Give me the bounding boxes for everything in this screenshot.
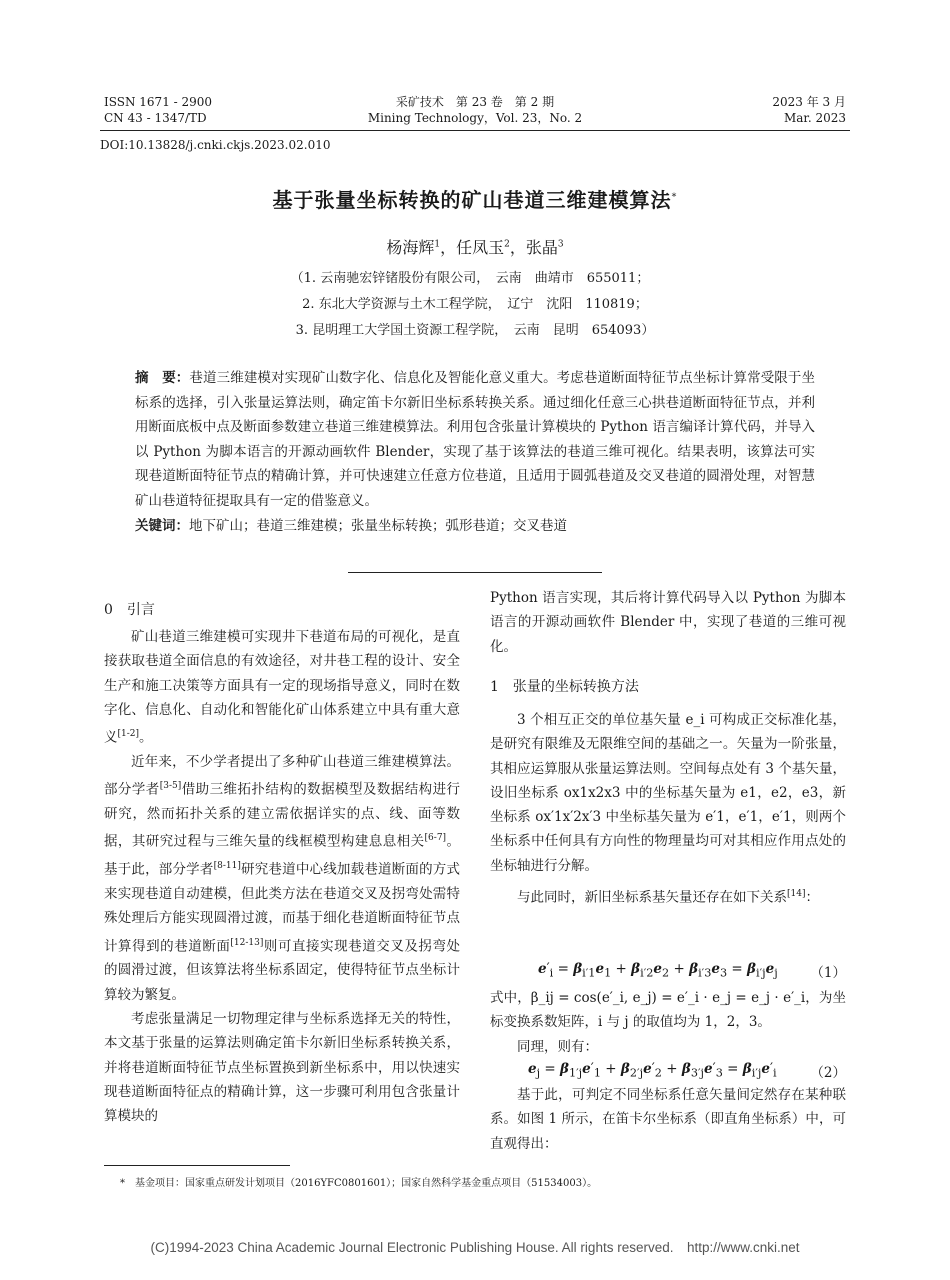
paragraph-text: 借助三维拓扑结构的数据模型及数据结构进行研究，然而拓扑关系的建立需依据详实的点、线、面等数据，其研究过程与三维矢量的线框模型构建息息相关 <box>104 781 461 850</box>
paragraph-text: ： <box>805 889 819 906</box>
header-rule <box>100 130 850 131</box>
right-column-body <box>490 708 846 910</box>
author-name: 张晶 <box>525 238 558 257</box>
right-column-mid <box>490 986 846 1059</box>
author-sup: 2 <box>504 239 510 250</box>
title-text: 基于张量坐标转换的矿山巷道三维建模算法 <box>272 188 672 212</box>
paragraph-text: 式中，β_ij = cos(e′_i, e_j) = e′_i · e_j = e_j · e′_i，为坐标变换系数矩阵，i 与 j 的取值均为 1，2，3。 <box>490 990 846 1031</box>
paragraph <box>104 750 460 1007</box>
paragraph <box>104 1007 460 1128</box>
citation: [3-5] <box>159 781 182 792</box>
paragraph <box>490 586 846 659</box>
paragraph-text: 同理，则有： <box>517 1038 598 1055</box>
affiliation-line: （1. 云南驰宏锌锗股份有限公司， 云南 曲靖市 655011； <box>290 271 650 286</box>
paragraph-text: 。 <box>139 729 153 746</box>
paragraph-text: 基于此，可判定不同坐标系任意矢量间定然存在某种联系。如图 1 所示，在笛卡尔坐标系（即直角坐标系）中，可直观得出： <box>490 1087 846 1152</box>
paragraph-text: 近年来，不少学者提出了多种矿山巷道三维建模算法。部分学者 <box>104 753 460 798</box>
header-date <box>772 94 846 126</box>
right-column-bottom <box>490 1083 846 1156</box>
abstract-divider <box>348 572 602 573</box>
author-sup: 3 <box>557 239 564 250</box>
header-left-line1: ISSN 1671 - 2900 <box>104 95 213 109</box>
paragraph <box>104 625 460 750</box>
paragraph-text: Python 语言实现，其后将计算代码导入以 Python 为脚本语言的开源动画软件 Blender 中，实现了巷道的三维可视化。 <box>490 590 846 655</box>
paragraph <box>490 708 846 878</box>
citation: [14] <box>787 889 806 900</box>
equation-1-body: $e'_i = \beta_{i'1}e_1 + \beta_{i'2}e_2 + \beta_{i'3}e_3 = \beta_{i'j}e_j$ <box>538 961 778 980</box>
paragraph-text: 考虑张量满足一切物理定律与坐标系选择无关的特性，本文基于张量的运算法则确定笛卡尔新旧坐标系转换关系，并将巷道断面特征节点坐标置换到新坐标系中，用以快速实现巷道断面特征点的精确计算，这一步骤可利用包含张量计算模块的 <box>104 1010 460 1125</box>
affiliations <box>0 266 950 344</box>
citation: [1-2] <box>117 729 140 740</box>
paragraph-text: 与此同时，新旧坐标系基矢量还存在如下关系 <box>517 889 787 906</box>
equation-2-body: $e_j = \beta_{1'j}e'_1 + \beta_{2'j}e'_2 + \beta_{3'j}e'_3 = \beta_{i'j}e'_i$ <box>528 1061 777 1080</box>
keywords <box>135 514 815 539</box>
paragraph <box>490 986 846 1035</box>
paragraph-text: 。基于此，部分学者 <box>104 833 460 878</box>
author-sup: 1 <box>434 239 441 250</box>
keywords-text: 地下矿山；巷道三维建模；张量坐标转换；弧形巷道；交叉巷道 <box>189 518 567 534</box>
footnote: * 基金项目：国家重点研发计划项目（2016YFC0801601）；国家自然科学基金重点项目（51534003）。 <box>120 1178 598 1189</box>
header-center-line2: Mining Technology，Vol. 23，No. 2 <box>367 111 583 125</box>
author-sep: ， <box>509 238 526 257</box>
header-left-line2: CN 43 - 1347/TD <box>104 111 207 125</box>
equation-2 <box>490 1061 846 1080</box>
paragraph-text: 3 个相互正交的单位基矢量 e_i 可构成正交标准化基，是研究有限维及无限维空间的基础之一。矢量为一阶张量，其相应运算服从张量运算法则。空间每点处有 3 个基矢量，设旧坐标系 ox1x2x3 中的坐标基矢量为 e1，e2，e3，新坐标系 ox′1x′2x′3 中坐标基矢量为 e′1，e′1，e′1，则两个坐标系中任何具有方向性的物理量均可对其相应作用点处的坐标轴进行分解。 <box>490 712 846 874</box>
paper-title <box>0 184 950 213</box>
paragraph-text: 则可直接实现巷道交叉及拐弯处的圆滑过渡，但该算法将坐标系固定，使得特征节点坐标计算较为繁复。 <box>104 938 461 1003</box>
author-sep: ， <box>440 238 457 257</box>
affiliation-line: 3. 昆明理工大学国土资源工程学院， 云南 昆明 654093） <box>295 323 655 338</box>
citation: [8-11] <box>213 861 241 872</box>
abstract-label: 摘 要： <box>135 370 190 386</box>
paragraph-text: 矿山巷道三维建模可实现井下巷道布局的可视化，是直接获取巷道全面信息的有效途径，对井巷工程的设计、安全生产和施工决策等方面具有一定的现场指导意义，同时在数字化、信息化、自动化和智能化矿山体系建立中具有重大意义 <box>104 629 460 746</box>
header-right-line1: 2023 年 3 月 <box>772 95 846 109</box>
citation: [12-13] <box>230 937 264 948</box>
left-column <box>104 625 460 1128</box>
paragraph-text: 研究巷道中心线加载巷道断面的方式来实现巷道自动建模，但此类方法在巷道交叉及拐弯处需特殊处理后方能实现圆滑过渡，而基于细化巷道断面特征节点计算得到的巷道断面 <box>104 861 461 955</box>
paragraph <box>490 1083 846 1156</box>
keywords-label: 关键词： <box>135 518 189 534</box>
equation-1-number: （1） <box>810 965 846 981</box>
abstract-text: 巷道三维建模对实现矿山数字化、信息化及智能化意义重大。考虑巷道断面特征节点坐标计算常受限于坐标系的选择，引入张量运算法则，确定笛卡尔新旧坐标系转换关系。通过细化任意三心拱巷道断面特征节点，并利用断面底板中点及断面参数建立巷道三维建模算法。利用包含张量计算模块的 Python 语言编译计算代码，并导入以 Python 为脚本语言的开源动画软件 Blender，实现了基于该算法的巷道三维可视化。结果表明，该算法可实现巷道断面特征节点的精确计算，并可快速建立任意方位巷道，且适用于圆弧巷道及交叉巷道的圆滑处理，对智慧矿山巷道特征提取具有一定的借鉴意义。 <box>135 370 816 509</box>
paragraph <box>490 882 846 910</box>
abstract <box>135 366 815 539</box>
header-center-line1: 采矿技术 第 23 卷 第 2 期 <box>395 95 555 109</box>
author-name: 杨海辉 <box>386 238 435 257</box>
section-heading-intro: 0 引言 <box>104 602 155 618</box>
doi: DOI:10.13828/j.cnki.ckjs.2023.02.010 <box>100 138 331 152</box>
authors <box>0 235 950 258</box>
citation: [6-7] <box>424 833 447 844</box>
equation-2-number: （2） <box>810 1065 846 1081</box>
section-heading-method: 1 张量的坐标转换方法 <box>490 679 639 695</box>
author-name: 任凤玉 <box>456 238 505 257</box>
footnote-rule <box>104 1165 290 1166</box>
paragraph <box>490 1035 846 1059</box>
affiliation-line: 2. 东北大学资源与土木工程学院， 辽宁 沈阳 110819； <box>302 297 648 312</box>
equation-1 <box>490 961 846 980</box>
right-column-top <box>490 586 846 659</box>
title-footnote-mark: * <box>671 191 678 203</box>
copyright-notice: (C)1994-2023 China Academic Journal Electronic Publishing House. All rights reserved. http://www.cnki.net <box>150 1240 800 1255</box>
header-right-line2: Mar. 2023 <box>783 111 846 125</box>
